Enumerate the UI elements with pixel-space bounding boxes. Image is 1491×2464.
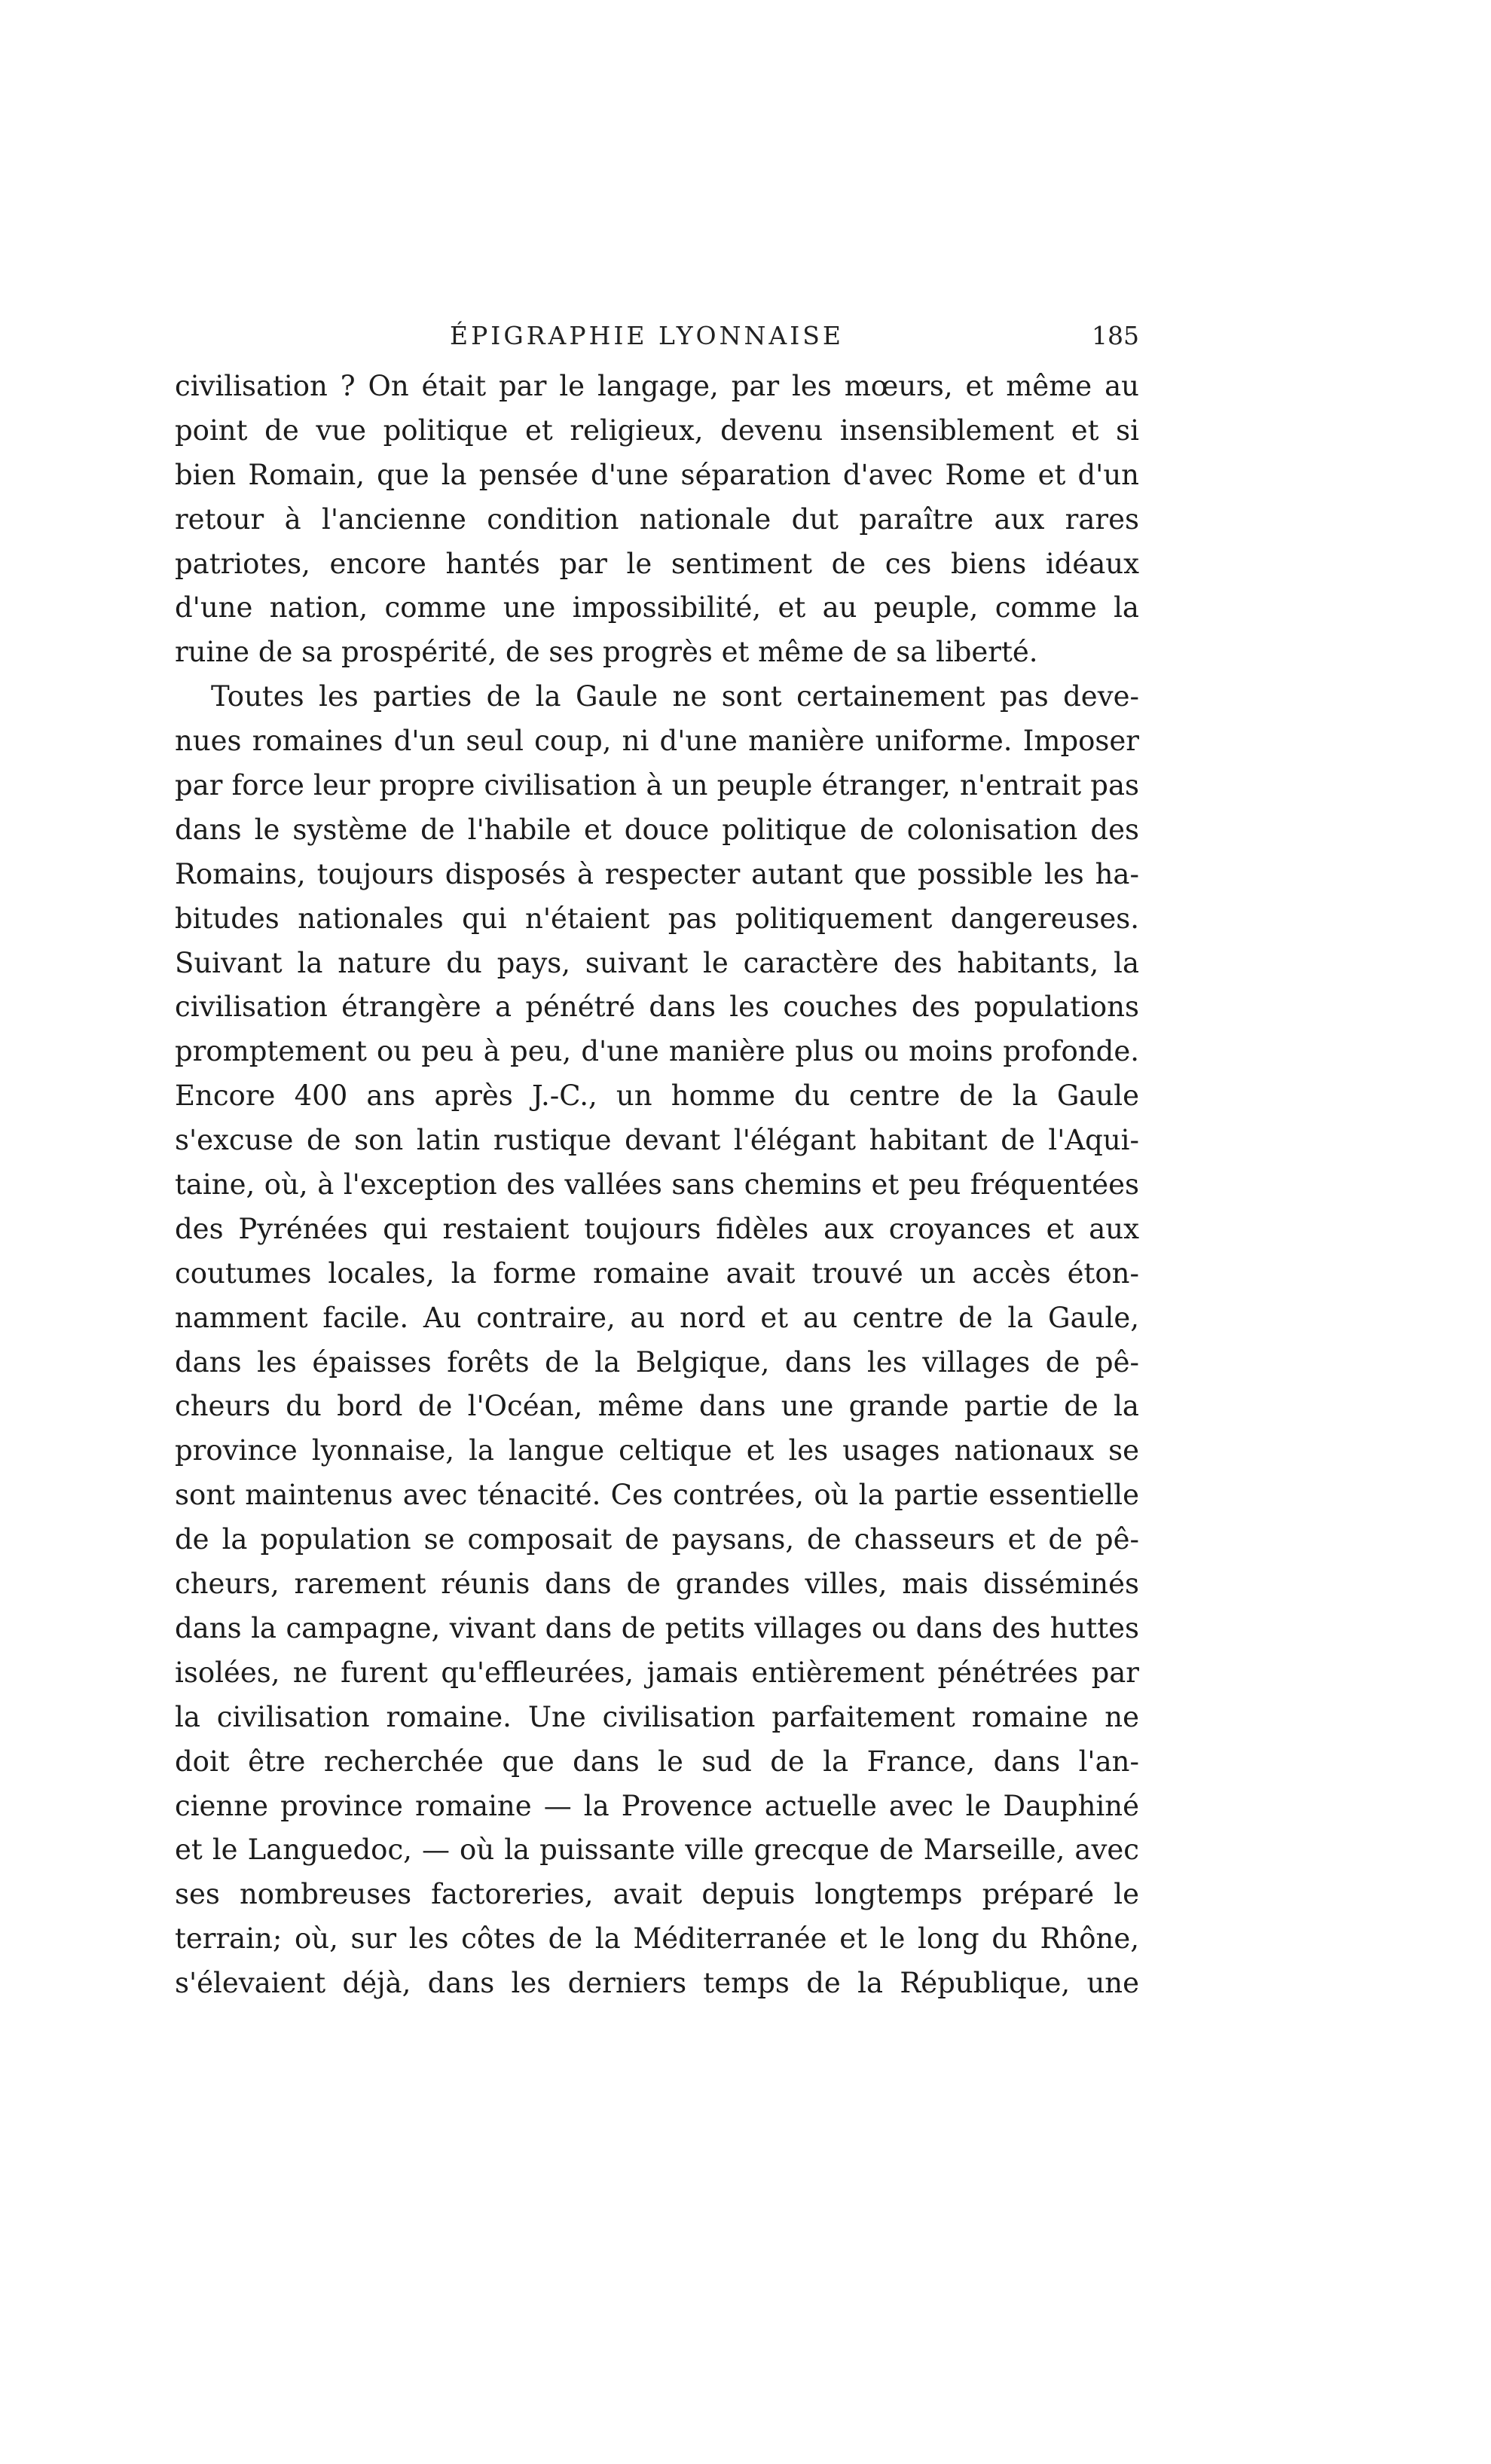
text-line: dans le système de l'habile et douce politique de colonisation des: [175, 813, 1139, 846]
text-line: civilisation étrangère a pénétré dans les couches des populations: [175, 991, 1139, 1024]
text-line: s'excuse de son latin rustique devant l'élégant habitant de l'Aqui-: [175, 1124, 1139, 1157]
text-line: Romains, toujours disposés à respecter autant que possible les ha-: [175, 857, 1139, 890]
text-line: promptement ou peu à peu, d'une manière plus ou moins profonde.: [175, 1035, 1139, 1068]
text-line: Suivant la nature du pays, suivant le caractère des habitants, la: [175, 946, 1139, 979]
text-line: des Pyrénées qui restaient toujours fidèles aux croyances et aux: [175, 1212, 1139, 1245]
text-line: cheurs, rarement réunis dans de grandes villes, mais disséminés: [175, 1568, 1139, 1601]
text-line: namment facile. Au contraire, au nord et au centre de la Gaule,: [175, 1301, 1139, 1334]
text-line: cienne province romaine — la Provence actuelle avec le Dauphiné: [175, 1789, 1139, 1822]
text-line: et le Languedoc, — où la puissante ville grecque de Marseille, avec: [175, 1833, 1139, 1867]
text-line: point de vue politique et religieux, devenu insensiblement et si: [175, 414, 1139, 447]
text-line: s'élevaient déjà, dans les derniers temps de la République, une: [175, 1967, 1139, 2000]
text-line: cheurs du bord de l'Océan, même dans une grande partie de la: [175, 1390, 1139, 1423]
text-line: isolées, ne furent qu'effleurées, jamais entièrement pénétrées par: [175, 1656, 1139, 1689]
text-line: retour à l'ancienne condition nationale dut paraître aux rares: [175, 502, 1139, 536]
text-line: coutumes locales, la forme romaine avait trouvé un accès éton-: [175, 1256, 1139, 1290]
text-line: province lyonnaise, la langue celtique et les usages nationaux se: [175, 1434, 1139, 1467]
text-line: sont maintenus avec ténacité. Ces contrées, où la partie essentielle: [175, 1479, 1139, 1512]
text-line: dans la campagne, vivant dans de petits villages ou dans des huttes: [175, 1611, 1139, 1644]
page-number: 185: [1092, 321, 1139, 350]
text-line: ruine de sa prospérité, de ses progrès et même de sa liberté.: [175, 636, 1038, 669]
running-title: ÉPIGRAPHIE LYONNAISE: [450, 321, 844, 350]
text-line: Toutes les parties de la Gaule ne sont certainement pas deve-: [211, 680, 1139, 713]
text-line: Encore 400 ans après J.-C., un homme du centre de la Gaule: [175, 1079, 1139, 1113]
text-line: taine, où, à l'exception des vallées sans chemins et peu fréquentées: [175, 1168, 1139, 1201]
text-line: bien Romain, que la pensée d'une séparation d'avec Rome et d'un: [175, 458, 1139, 491]
text-line: la civilisation romaine. Une civilisation parfaitement romaine ne: [175, 1700, 1139, 1733]
text-line: doit être recherchée que dans le sud de la France, dans l'an-: [175, 1745, 1139, 1778]
text-line: patriotes, encore hantés par le sentiment de ces biens idéaux: [175, 547, 1139, 580]
body-text: [175, 365, 1139, 2006]
text-line: par force leur propre civilisation à un peuple étranger, n'entrait pas: [175, 769, 1139, 802]
text-line: terrain; où, sur les côtes de la Méditerranée et le long du Rhône,: [175, 1922, 1139, 1956]
text-line: de la population se composait de paysans, de chasseurs et de pê-: [175, 1523, 1139, 1556]
text-line: bitudes nationales qui n'étaient pas politiquement dangereuses.: [175, 902, 1139, 935]
text-line: nues romaines d'un seul coup, ni d'une manière uniforme. Imposer: [175, 725, 1139, 758]
text-line: dans les épaisses forêts de la Belgique, dans les villages de pê-: [175, 1345, 1139, 1379]
running-head: [175, 312, 1139, 357]
text-line: civilisation ? On était par le langage, par les mœurs, et même au: [175, 370, 1139, 402]
text-line: ses nombreuses factoreries, avait depuis longtemps préparé le: [175, 1878, 1139, 1911]
text-line: d'une nation, comme une impossibilité, et au peuple, comme la: [175, 591, 1139, 624]
